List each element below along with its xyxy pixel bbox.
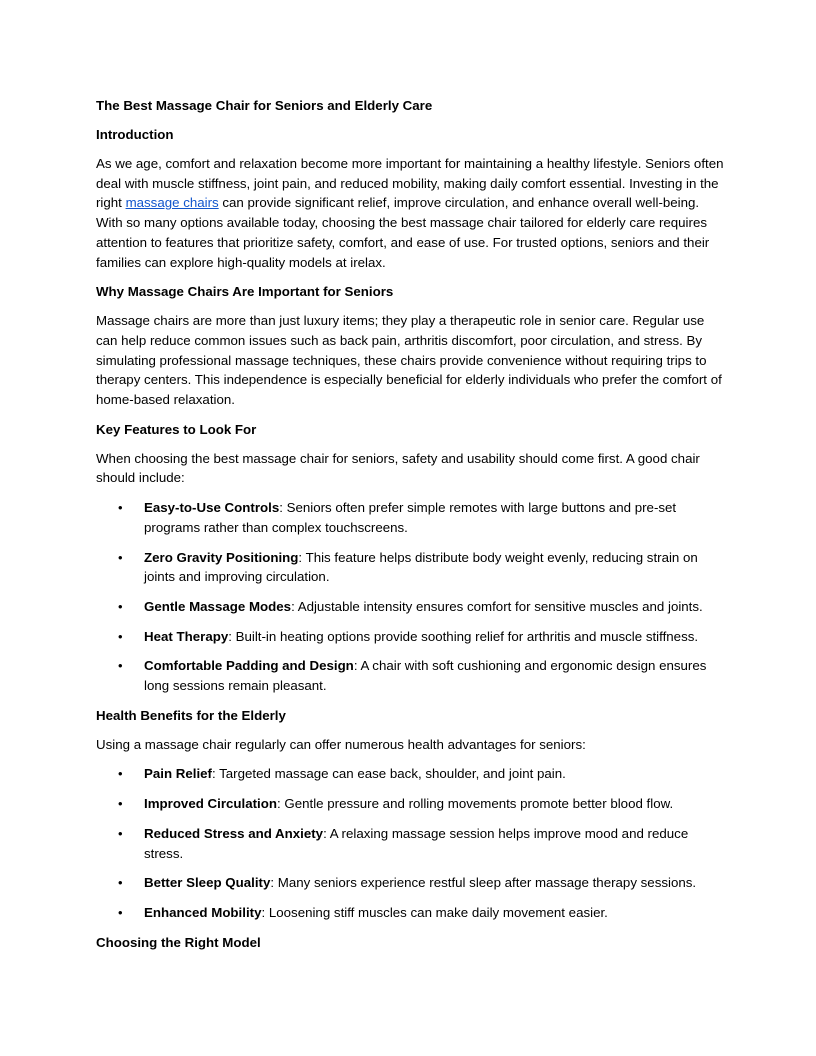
list-item-term: Gentle Massage Modes [144, 598, 292, 614]
list-item [96, 548, 724, 587]
bullet-icon: • [118, 904, 123, 920]
list-item-desc: : Seniors often prefer simple remotes with large buttons and pre-set programs rather than complex touchscreens. [144, 500, 677, 535]
document-page [96, 96, 724, 962]
features-list [96, 498, 724, 696]
why-paragraph: Massage chairs are more than just luxury items; they play a therapeutic role in senior care. Regular use can help reduce common issues such as back pain, arthritis discomfort, poor circulation, and stress. By simulating professional massage techniques, these chairs provide convenience without requiring trips to therapy centers. This independence is especially beneficial for elderly individuals who prefer the comfort of home-based relaxation. [96, 313, 722, 408]
list-item-desc: : Built-in heating options provide soothing relief for arthritis and muscle stiffness. [228, 628, 699, 644]
intro-text-after-link: can provide significant relief, improve circulation, and enhance overall well-being. With so many options available today, choosing the best massage chair tailored for elderly care requires attention to features that prioritize safety, comfort, and ease of use. For trusted options, seniors and their families can explore high-quality models at irelax. [96, 195, 710, 270]
bullet-icon: • [118, 658, 123, 674]
list-item-desc: : Many seniors experience restful sleep after massage therapy sessions. [270, 875, 697, 891]
list-item-desc: : Targeted massage can ease back, shoulder, and joint pain. [211, 766, 566, 782]
list-item [96, 656, 724, 695]
list-item [96, 824, 724, 863]
bullet-icon: • [118, 549, 123, 565]
list-item-term: Pain Relief [144, 766, 212, 782]
bullet-icon: • [118, 500, 123, 516]
intro-text-before-link: As we age, comfort and relaxation become more important for maintaining a healthy lifestyle. Seniors often deal with muscle stiffness, joint pain, and reduced mobility, making daily comfort essential. Investing in the right [96, 156, 724, 211]
bullet-icon: • [118, 598, 123, 614]
list-item-desc: : Gentle pressure and rolling movements promote better blood flow. [277, 796, 674, 812]
massage-chairs-link[interactable]: massage chairs [125, 195, 219, 211]
bullet-icon: • [118, 628, 123, 644]
list-item-term: Comfortable Padding and Design [144, 658, 354, 674]
document-title: The Best Massage Chair for Seniors and Elderly Care [96, 98, 433, 113]
list-item [96, 873, 724, 893]
list-item-desc: : A relaxing massage session helps improve mood and reduce stress. [144, 825, 689, 861]
list-item-desc: : A chair with soft cushioning and ergonomic design ensures long sessions remain pleasant. [144, 658, 707, 694]
bullet-icon: • [118, 875, 123, 891]
list-item [96, 794, 724, 814]
bullet-icon: • [118, 766, 123, 782]
intro-heading: Introduction [96, 127, 174, 142]
benefits-paragraph: Using a massage chair regularly can offer numerous health advantages for seniors: [96, 736, 586, 752]
bullet-icon: • [118, 825, 123, 841]
benefits-list [96, 764, 724, 922]
list-item-term: Easy-to-Use Controls [144, 500, 280, 516]
list-item-term: Reduced Stress and Anxiety [144, 825, 324, 841]
list-item-term: Enhanced Mobility [144, 904, 262, 920]
list-item-desc: : This feature helps distribute body weight evenly, reducing strain on joints and improving circulation. [144, 549, 698, 585]
choosing-heading: Choosing the Right Model [96, 934, 261, 950]
benefits-heading: Health Benefits for the Elderly [96, 707, 286, 723]
list-item-term: Heat Therapy [144, 628, 229, 644]
features-heading: Key Features to Look For [96, 421, 257, 437]
bullet-icon: • [118, 796, 123, 812]
list-item [96, 627, 724, 647]
list-item-term: Better Sleep Quality [144, 875, 271, 891]
list-item-term: Zero Gravity Positioning [144, 549, 299, 565]
list-item-desc: : Adjustable intensity ensures comfort for sensitive muscles and joints. [291, 598, 703, 614]
list-item-desc: : Loosening stiff muscles can make daily movement easier. [261, 904, 608, 920]
features-paragraph: When choosing the best massage chair for seniors, safety and usability should come first. A good chair should include: [96, 450, 700, 486]
list-item [96, 903, 724, 923]
why-heading: Why Massage Chairs Are Important for Seniors [96, 284, 394, 300]
list-item [96, 498, 724, 537]
list-item [96, 597, 724, 617]
intro-paragraph [96, 154, 724, 272]
list-item-term: Improved Circulation [144, 796, 277, 812]
list-item [96, 764, 724, 784]
